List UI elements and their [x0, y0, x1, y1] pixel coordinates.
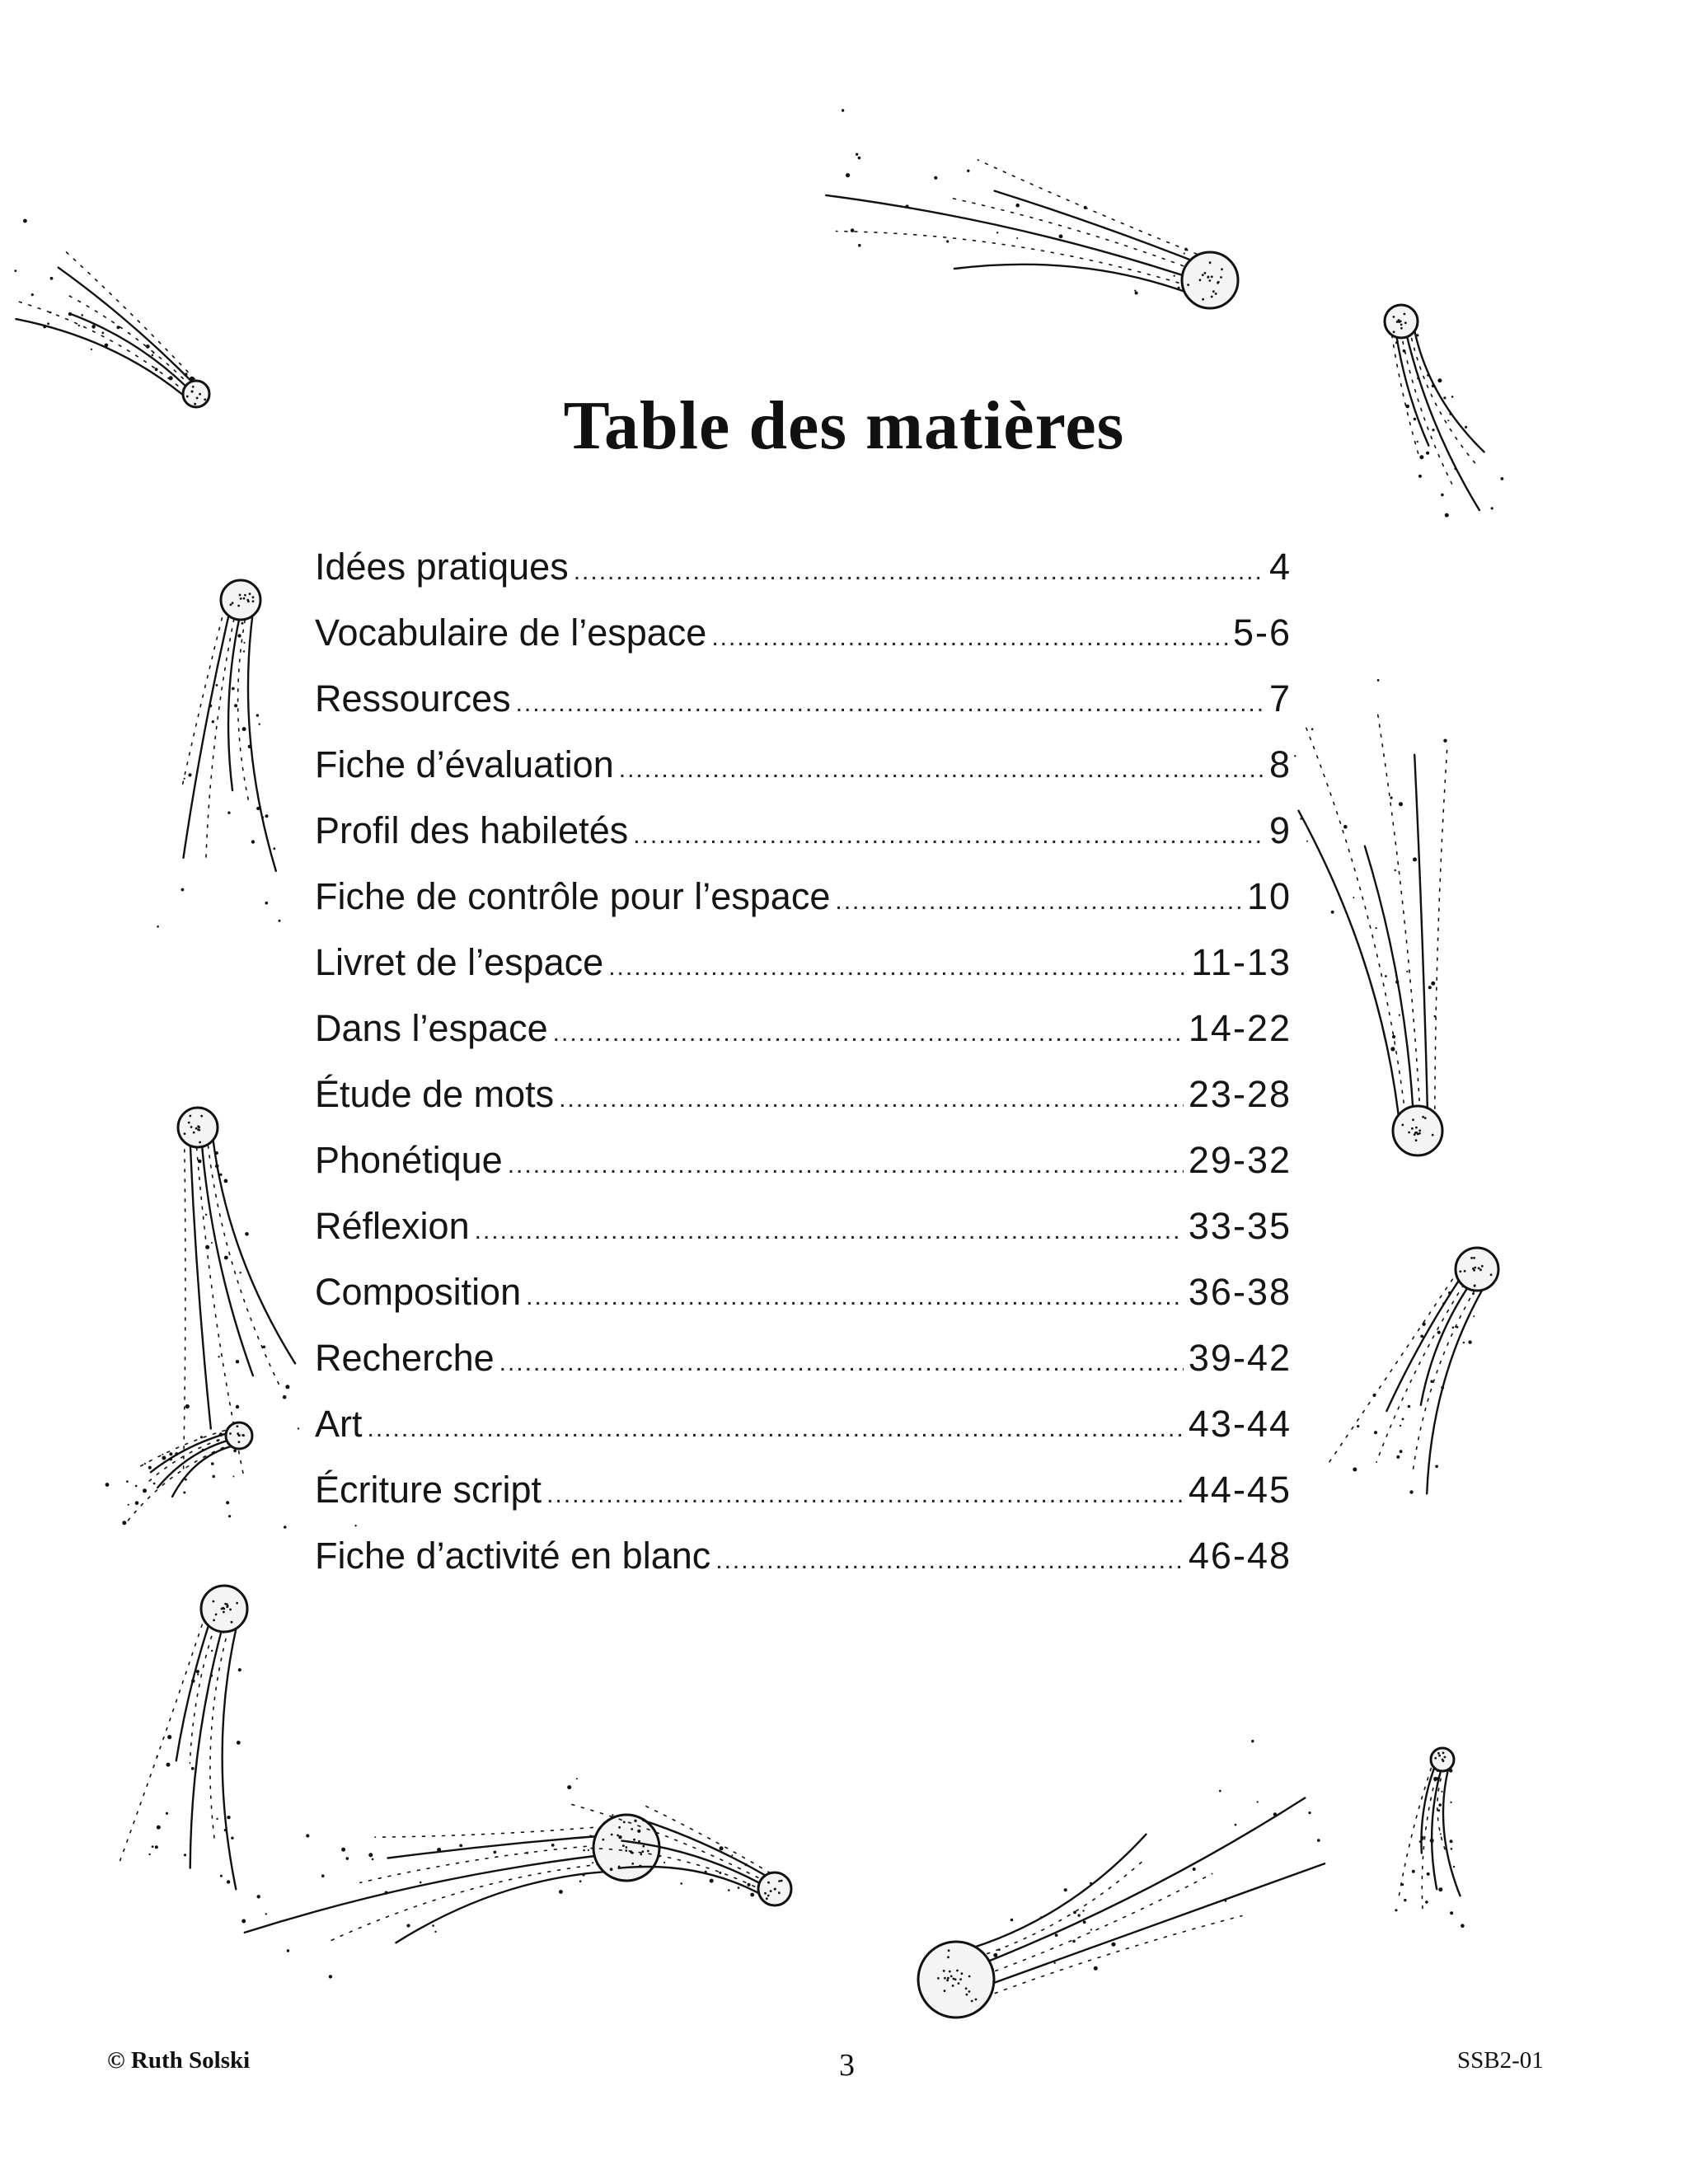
- toc-entry: [315, 1073, 1292, 1139]
- toc-entry: [315, 809, 1292, 875]
- toc-entry-label: Fiche d’activité en blanc: [315, 1535, 711, 1577]
- toc-leader-dots: [546, 1481, 1184, 1509]
- toc-leader-dots: [835, 888, 1242, 916]
- toc-entry-label: Ressources: [315, 677, 511, 719]
- toc-entry-page: 33-35: [1188, 1205, 1292, 1247]
- toc-leader-dots: [475, 1217, 1184, 1245]
- toc-entry-label: Fiche d’évaluation: [315, 743, 614, 785]
- toc-entry-page: 29-32: [1188, 1139, 1292, 1181]
- comet-icon: [157, 580, 280, 928]
- toc-entry-page: 7: [1268, 677, 1292, 719]
- comet-icon: [241, 1815, 659, 1979]
- comet-icon: [1328, 1248, 1498, 1494]
- toc-entry-label: Art: [315, 1403, 363, 1445]
- toc-entry-page: 14-22: [1188, 1007, 1292, 1049]
- toc-entry-page: 8: [1268, 743, 1292, 785]
- toc-entry: [315, 677, 1292, 743]
- toc-leader-dots: [574, 558, 1264, 586]
- toc-entry-label: Fiche de contrôle pour l’espace: [315, 875, 831, 917]
- toc-leader-dots: [715, 1547, 1184, 1575]
- comet-icon: [1294, 679, 1447, 1155]
- toc-leader-dots: [508, 1151, 1184, 1179]
- toc-entry-label: Idées pratiques: [315, 546, 569, 588]
- copyright-notice: © Ruth Solski: [107, 2047, 251, 2074]
- page-title: Table des matières: [563, 387, 1125, 464]
- toc-entry-label: Phonétique: [315, 1139, 503, 1181]
- toc-leader-dots: [711, 624, 1228, 652]
- toc-entry-label: Étude de mots: [315, 1073, 555, 1115]
- comet-icon: [0, 219, 209, 407]
- comet-icon: [106, 1422, 252, 1525]
- page-number: 3: [839, 2048, 855, 2083]
- toc-entry: [315, 1535, 1292, 1601]
- toc-entry: [315, 1403, 1292, 1469]
- toc-entry: [315, 1007, 1292, 1073]
- product-code: SSB2-01: [1457, 2047, 1544, 2074]
- toc-entry: [315, 612, 1292, 677]
- comet-icon: [118, 1586, 247, 1889]
- toc-entry: [315, 743, 1292, 809]
- toc-entry-label: Dans l’espace: [315, 1007, 548, 1049]
- toc-leader-dots: [499, 1349, 1184, 1377]
- toc-entry: [315, 1271, 1292, 1337]
- toc-entry-label: Recherche: [315, 1337, 495, 1379]
- toc-leader-dots: [608, 954, 1186, 982]
- toc-leader-dots: [553, 1019, 1184, 1047]
- toc-entry-page: 39-42: [1188, 1337, 1292, 1379]
- toc-entry-page: 43-44: [1188, 1403, 1292, 1445]
- toc-entry-page: 5-6: [1232, 612, 1292, 654]
- toc-entry-label: Écriture script: [315, 1469, 542, 1511]
- comet-icon: [551, 1778, 791, 1905]
- toc-entry-page: 4: [1268, 546, 1292, 588]
- toc-entry: [315, 1469, 1292, 1535]
- toc-entry: [315, 1205, 1292, 1271]
- toc-leader-dots: [633, 822, 1264, 850]
- toc-entry-label: Livret de l’espace: [315, 941, 604, 983]
- toc-entry: [315, 941, 1292, 1007]
- toc-leader-dots: [516, 690, 1264, 718]
- toc-leader-dots: [559, 1085, 1184, 1113]
- comet-icon: [1395, 1748, 1464, 1928]
- toc-entry-page: 23-28: [1188, 1073, 1292, 1115]
- comet-icon: [826, 109, 1238, 308]
- toc-entry-page: 36-38: [1188, 1271, 1292, 1313]
- toc-leader-dots: [619, 756, 1264, 784]
- toc-entry-page: 11-13: [1191, 941, 1292, 983]
- toc-entry-label: Profil des habiletés: [315, 809, 629, 851]
- toc-entry: [315, 1337, 1292, 1403]
- toc-entry: [315, 875, 1292, 941]
- toc-leader-dots: [526, 1283, 1184, 1311]
- toc-entry-label: Réflexion: [315, 1205, 470, 1247]
- table-of-contents: [315, 546, 1292, 1601]
- toc-entry-page: 44-45: [1188, 1469, 1292, 1511]
- toc-entry-page: 9: [1268, 809, 1292, 851]
- toc-entry-label: Composition: [315, 1271, 522, 1313]
- comet-icon: [918, 1740, 1325, 2018]
- toc-entry-page: 10: [1246, 875, 1292, 917]
- toc-entry-label: Vocabulaire de l’espace: [315, 612, 707, 654]
- toc-leader-dots: [368, 1415, 1184, 1443]
- toc-entry-page: 46-48: [1188, 1535, 1292, 1577]
- toc-entry: [315, 1139, 1292, 1205]
- toc-entry: [315, 546, 1292, 612]
